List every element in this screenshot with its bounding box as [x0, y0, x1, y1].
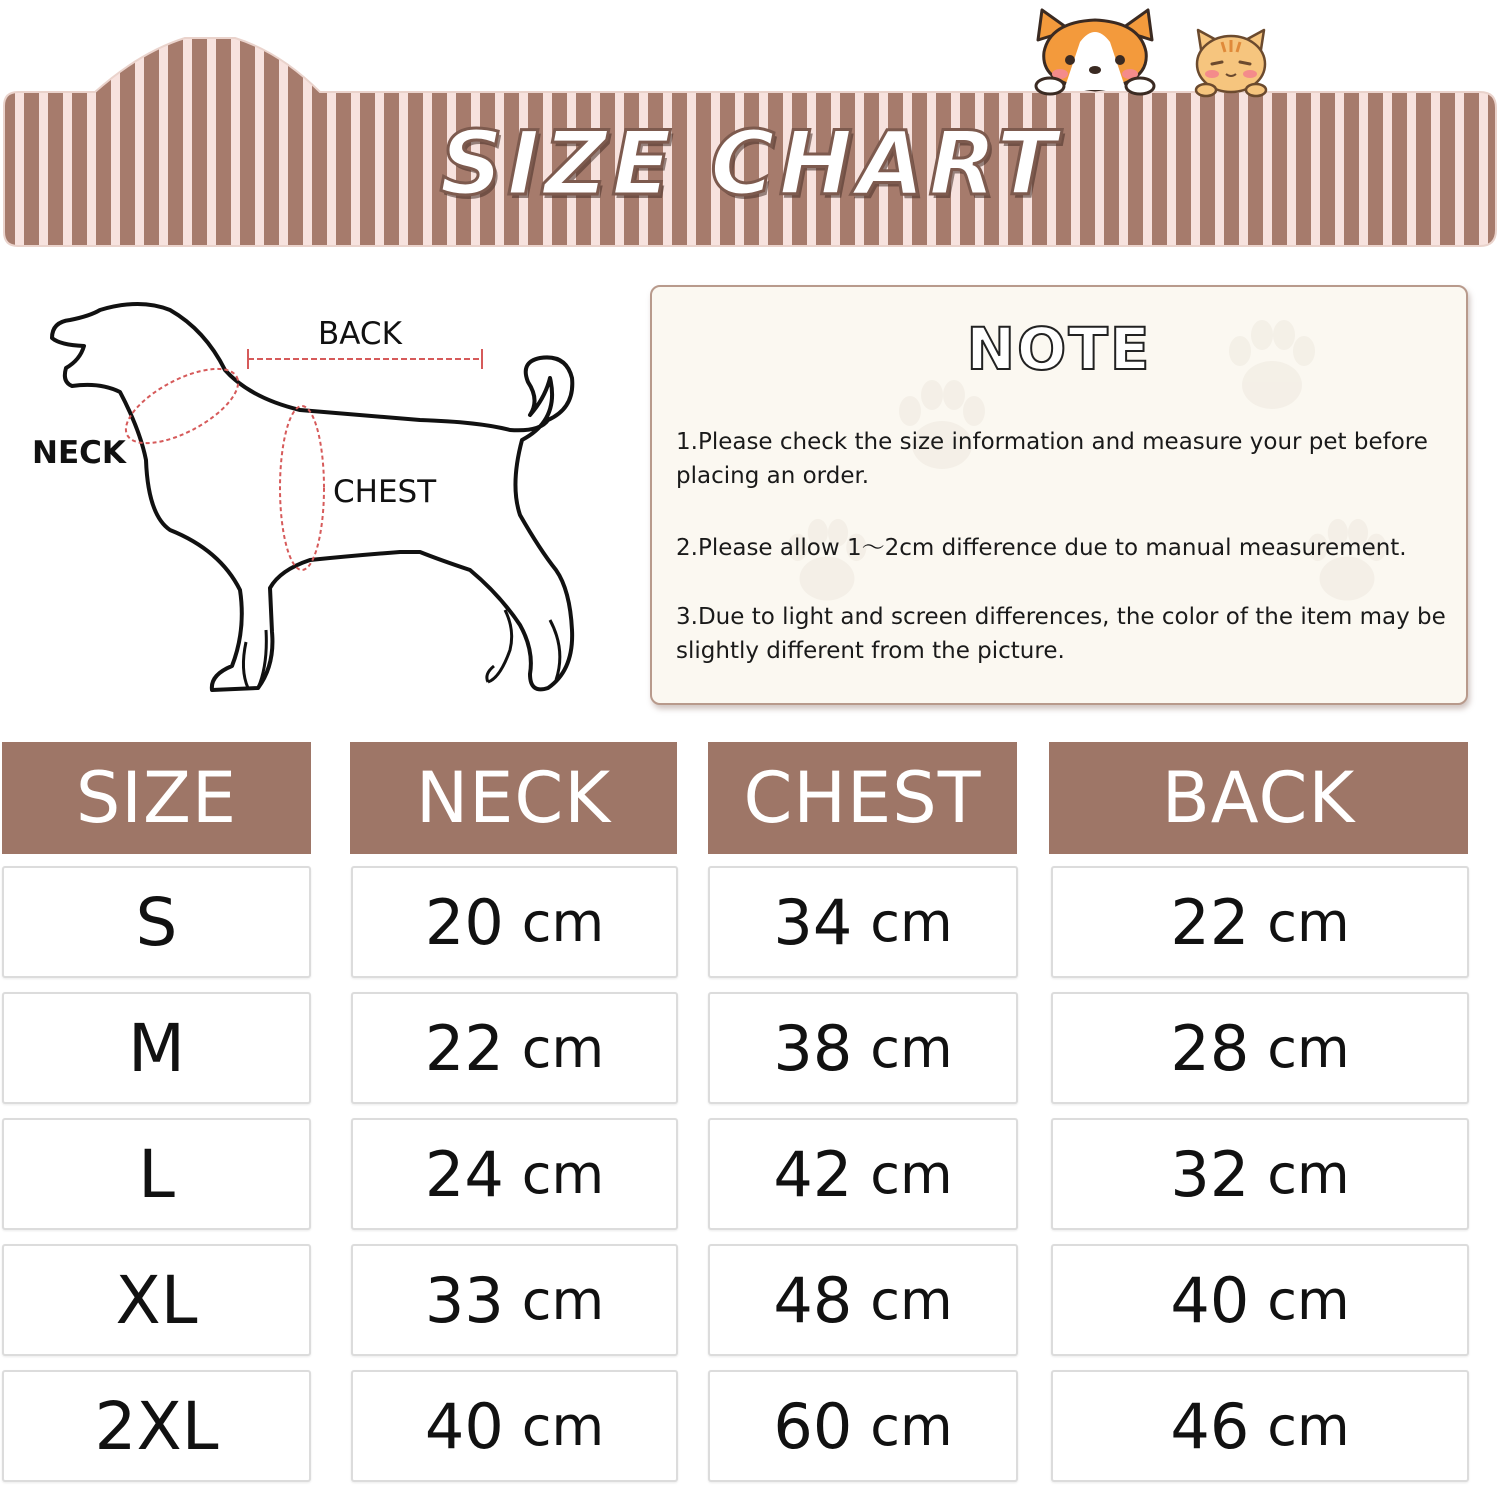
- chest-cell: [708, 866, 1018, 978]
- chest-cell: [708, 992, 1018, 1104]
- back-cell: [1051, 1118, 1469, 1230]
- neck-value: 22: [424, 1011, 504, 1085]
- unit-label: cm: [1267, 890, 1350, 954]
- size-cell: S: [2, 866, 311, 978]
- column-header-back: BACK: [1049, 742, 1468, 854]
- back-cell: [1051, 1244, 1469, 1356]
- chest-value: 48: [773, 1263, 853, 1337]
- unit-label: cm: [521, 1268, 605, 1332]
- cat-illustration-icon: [1196, 30, 1266, 96]
- back-cell: [1051, 992, 1469, 1104]
- unit-label: cm: [521, 1142, 605, 1206]
- size-chart-banner: [0, 0, 1500, 260]
- unit-label: cm: [521, 1394, 605, 1458]
- unit-label: cm: [870, 1016, 953, 1080]
- chest-value: 60: [773, 1389, 853, 1463]
- size-cell: L: [2, 1118, 311, 1230]
- note-card: [650, 285, 1468, 705]
- note-item: 2.Please allow 1～2cm difference due to manual measurement.: [676, 535, 1407, 561]
- chest-value: 42: [773, 1137, 853, 1211]
- corgi-illustration-icon: [1036, 10, 1154, 94]
- banner-title: SIZE CHART: [439, 112, 1061, 215]
- neck-label: NECK: [32, 435, 126, 471]
- neck-cell: [351, 866, 678, 978]
- unit-label: cm: [1267, 1394, 1350, 1458]
- size-cell: 2XL: [2, 1370, 311, 1482]
- unit-label: cm: [870, 1394, 953, 1458]
- note-title: NOTE: [966, 315, 1152, 383]
- back-cell: [1051, 1370, 1469, 1482]
- column-header-neck: NECK: [350, 742, 677, 854]
- back-cell: [1051, 866, 1469, 978]
- note-item: 1.Please check the size information and measure your pet before placing an order.: [676, 429, 1428, 489]
- neck-cell: [351, 1370, 678, 1482]
- back-value: 32: [1170, 1137, 1250, 1211]
- size-cell: M: [2, 992, 311, 1104]
- column-header-size: SIZE: [2, 742, 311, 854]
- unit-label: cm: [870, 890, 953, 954]
- neck-value: 20: [424, 885, 504, 959]
- back-label: BACK: [318, 316, 402, 352]
- chest-cell: [708, 1118, 1018, 1230]
- neck-value: 33: [424, 1263, 504, 1337]
- neck-value: 24: [424, 1137, 504, 1211]
- column-header-chest: CHEST: [708, 742, 1017, 854]
- chest-cell: [708, 1244, 1018, 1356]
- unit-label: cm: [1267, 1142, 1350, 1206]
- unit-label: cm: [870, 1268, 953, 1332]
- neck-cell: [351, 992, 678, 1104]
- back-value: 46: [1170, 1389, 1250, 1463]
- chest-cell: [708, 1370, 1018, 1482]
- dog-measurement-diagram: [0, 270, 620, 710]
- note-item: 3.Due to light and screen differences, the color of the item may be slightly different from the picture.: [676, 604, 1446, 664]
- unit-label: cm: [1267, 1268, 1350, 1332]
- back-value: 40: [1170, 1263, 1250, 1337]
- neck-cell: [351, 1244, 678, 1356]
- neck-value: 40: [424, 1389, 504, 1463]
- chest-label: CHEST: [333, 474, 437, 510]
- chest-value: 34: [773, 885, 853, 959]
- unit-label: cm: [870, 1142, 953, 1206]
- size-cell: XL: [2, 1244, 311, 1356]
- unit-label: cm: [521, 890, 605, 954]
- unit-label: cm: [521, 1016, 605, 1080]
- chest-value: 38: [773, 1011, 853, 1085]
- dog-silhouette-icon: [0, 270, 620, 710]
- back-value: 28: [1170, 1011, 1250, 1085]
- unit-label: cm: [1267, 1016, 1350, 1080]
- neck-cell: [351, 1118, 678, 1230]
- back-value: 22: [1170, 885, 1250, 959]
